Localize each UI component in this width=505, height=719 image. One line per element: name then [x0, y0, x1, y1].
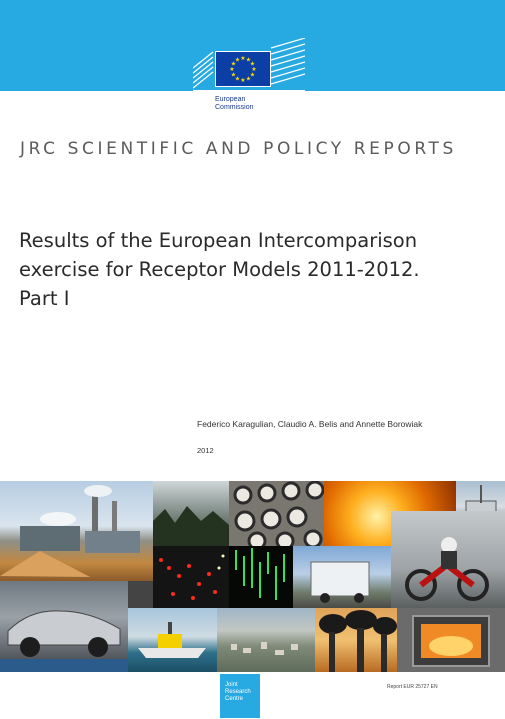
city-aerial-photo	[217, 608, 315, 672]
jrc-line-2: Research	[225, 689, 251, 695]
jrc-line-1: Joint	[225, 682, 238, 688]
industrial-plant-photo	[0, 481, 153, 581]
eu-star: ★	[234, 76, 241, 83]
wood-stove-photo	[397, 608, 505, 672]
european-commission-logo	[193, 38, 305, 118]
title-line-3: Part I	[19, 287, 70, 310]
series-title: JRC SCIENTIFIC AND POLICY REPORTS	[20, 139, 457, 159]
jrc-line-3: Centre	[225, 696, 244, 702]
jrc-logo	[220, 674, 260, 718]
logo-text	[215, 96, 254, 112]
filter-samples-photo	[229, 481, 324, 546]
convertible-car-photo	[0, 581, 128, 672]
eu-star: ★	[240, 56, 246, 62]
eu-star: ★	[245, 57, 252, 64]
data-matrix-photo	[229, 546, 293, 608]
title-line-1: Results of the European Intercomparison	[19, 229, 418, 252]
monitoring-van-photo	[293, 546, 391, 608]
photo-mosaic	[0, 481, 505, 672]
logo-line-2: Commission	[215, 104, 254, 111]
eu-star: ★	[229, 67, 235, 73]
eu-star: ★	[251, 67, 257, 73]
eu-flag-icon	[215, 51, 271, 87]
jrc-logo-text	[225, 682, 251, 703]
eu-star: ★	[234, 57, 241, 64]
eu-star: ★	[245, 76, 252, 83]
motorbike-test-photo	[391, 511, 505, 608]
authors: Federico Karagulian, Claudio A. Belis and Annette Borowiak	[197, 419, 423, 429]
traffic-night-photo	[153, 546, 229, 608]
smoke-stacks-photo	[315, 608, 397, 672]
eu-star: ★	[230, 61, 237, 68]
eu-star: ★	[240, 78, 246, 84]
report-title	[19, 226, 489, 313]
eu-star: ★	[249, 61, 256, 68]
logo-line-1: European	[215, 96, 246, 103]
ship-harbor-photo	[128, 608, 217, 672]
eu-star: ★	[249, 72, 256, 79]
publication-year: 2012	[197, 446, 214, 455]
title-line-2: exercise for Receptor Models 2011-2012.	[19, 258, 420, 281]
foggy-forest-photo	[153, 481, 229, 546]
report-number: Report EUR 25727 EN	[387, 684, 438, 690]
eu-star: ★	[230, 72, 237, 79]
